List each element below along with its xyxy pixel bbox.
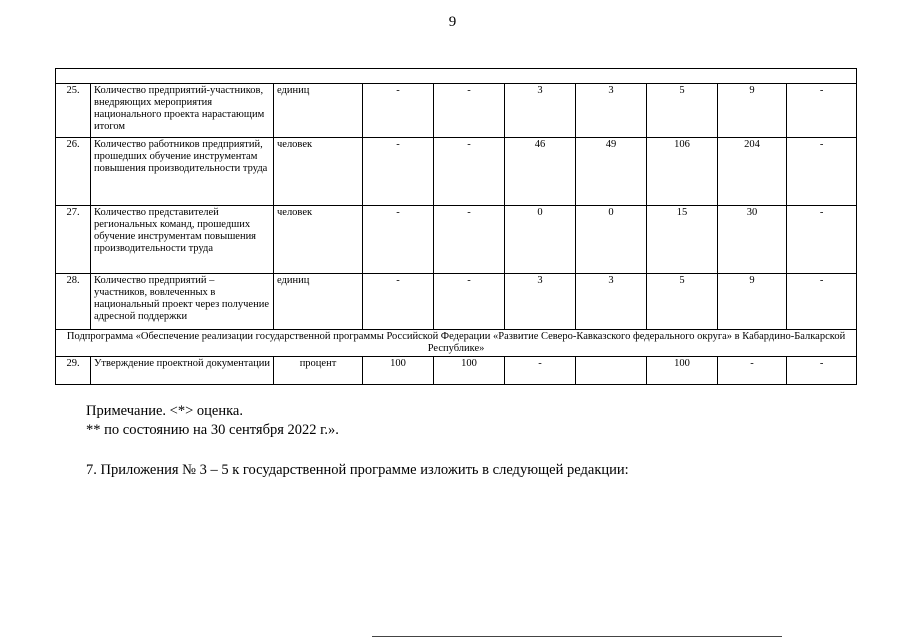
unit-cell: единиц [274,84,363,138]
row-number: 27. [56,206,91,274]
value-cell: - [434,274,505,330]
value-cell: 100 [363,357,434,385]
value-cell: - [505,357,576,385]
indicator-name: Количество работников предприятий, прошедших обучение инструментам повышения производительности труда [91,138,274,206]
subprogram-heading: Подпрограмма «Обеспечение реализации государственной программы Российской Федерации «Развитие Северо-Кавказского федерального округа» в Кабардино-Балкарской Республике» [56,330,857,357]
value-cell: 0 [505,206,576,274]
value-cell: - [434,84,505,138]
value-cell: 3 [505,84,576,138]
value-cell: 5 [647,274,718,330]
table-row [56,274,857,330]
value-cell: - [363,138,434,206]
value-cell: - [787,84,857,138]
indicator-name: Количество предприятий – участников, вовлеченных в национальный проект через получение адресной поддержки [91,274,274,330]
value-cell: - [787,206,857,274]
notes [86,402,339,440]
table-row [56,84,857,138]
paragraph-item-7: 7. Приложения № 3 – 5 к государственной программе изложить в следующей редакции: [86,462,629,478]
row-number: 29. [56,357,91,385]
indicator-name: Количество представителей региональных команд, прошедших обучение инструментам повышения производительности труда [91,206,274,274]
indicators-table [55,68,857,385]
note-date: ** по состоянию на 30 сентября 2022 г.». [86,422,339,438]
value-cell: - [787,138,857,206]
row-number: 26. [56,138,91,206]
value-cell: - [363,274,434,330]
unit-cell: единиц [274,274,363,330]
value-cell: 100 [647,357,718,385]
value-cell: 204 [718,138,787,206]
value-cell: 3 [576,84,647,138]
value-cell: - [434,206,505,274]
indicator-name: Утверждение проектной документации [91,357,274,385]
subprogram-row [56,330,857,357]
value-cell: 46 [505,138,576,206]
unit-cell: человек [274,138,363,206]
page-number: 9 [448,14,457,30]
value-cell: 9 [718,84,787,138]
value-cell: - [718,357,787,385]
row-number: 28. [56,274,91,330]
note-estimate: Примечание. <*> оценка. [86,403,243,419]
table-row [56,138,857,206]
bottom-rule [372,636,782,637]
table-row [56,206,857,274]
value-cell: 0 [576,206,647,274]
value-cell: 3 [505,274,576,330]
value-cell [576,357,647,385]
unit-cell: человек [274,206,363,274]
value-cell: - [363,206,434,274]
value-cell: 9 [718,274,787,330]
value-cell: 49 [576,138,647,206]
value-cell: - [787,274,857,330]
value-cell: 15 [647,206,718,274]
value-cell: 30 [718,206,787,274]
table-row [56,357,857,385]
value-cell: - [363,84,434,138]
table-top-row [56,69,857,84]
value-cell: 5 [647,84,718,138]
unit-cell: процент [274,357,363,385]
value-cell: - [434,138,505,206]
value-cell: 3 [576,274,647,330]
value-cell: 106 [647,138,718,206]
row-number: 25. [56,84,91,138]
indicator-name: Количество предприятий-участников, внедряющих мероприятия национального проекта нарастающим итогом [91,84,274,138]
value-cell: - [787,357,857,385]
value-cell: 100 [434,357,505,385]
